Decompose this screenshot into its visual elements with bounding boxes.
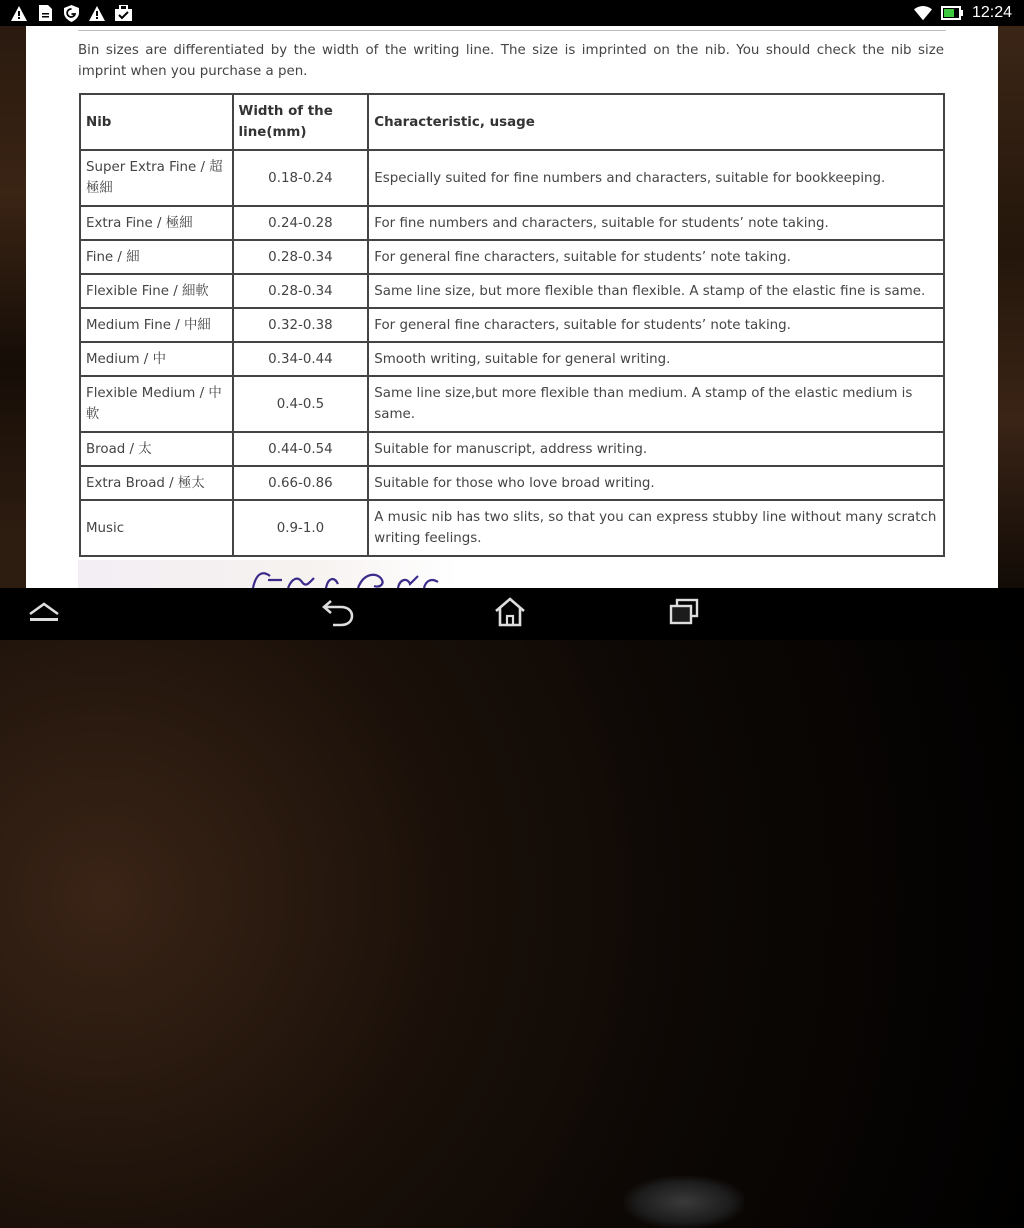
width-cell: 0.18-0.24 bbox=[233, 150, 369, 206]
recent-apps-icon bbox=[668, 598, 700, 630]
nib-cell: Fine / 細 bbox=[80, 240, 233, 274]
home-icon bbox=[493, 596, 527, 632]
home-button[interactable] bbox=[490, 596, 530, 632]
usage-cell: Especially suited for fine numbers and characters, suitable for bookkeeping. bbox=[368, 150, 944, 206]
wallpaper-right bbox=[998, 26, 1024, 588]
table-row bbox=[80, 500, 944, 556]
nib-cell: Broad / 太 bbox=[80, 432, 233, 466]
table-row bbox=[80, 376, 944, 432]
table-row bbox=[80, 342, 944, 376]
width-cell: 0.4-0.5 bbox=[233, 376, 369, 432]
system-indicators bbox=[914, 4, 1024, 22]
nib-cell: Flexible Fine / 細軟 bbox=[80, 274, 233, 308]
usage-cell: A music nib has two slits, so that you can express stubby line without many scratch writing feelings. bbox=[368, 500, 944, 556]
header-width: Width of the line(mm) bbox=[233, 94, 369, 150]
warning-icon bbox=[10, 4, 28, 22]
usage-cell: For general fine characters, suitable for students’ note taking. bbox=[368, 240, 944, 274]
width-cell: 0.66-0.86 bbox=[233, 466, 369, 500]
usage-cell: Suitable for those who love broad writing. bbox=[368, 466, 944, 500]
sd-card-icon bbox=[36, 4, 54, 22]
width-cell: 0.28-0.34 bbox=[233, 274, 369, 308]
shield-icon bbox=[62, 4, 80, 22]
status-bar bbox=[0, 0, 1024, 26]
nib-cell: Extra Broad / 極太 bbox=[80, 466, 233, 500]
back-icon bbox=[321, 597, 355, 631]
clock: 12:24 bbox=[971, 4, 1012, 21]
intro-paragraph: Bin sizes are differentiated by the width of the writing line. The size is imprinted on the nib. You should check the nib size imprint when you purchase a pen. bbox=[78, 43, 944, 79]
width-cell: 0.44-0.54 bbox=[233, 432, 369, 466]
usage-cell: Smooth writing, suitable for general writing. bbox=[368, 342, 944, 376]
nib-size-table bbox=[79, 93, 945, 557]
battery-icon bbox=[940, 4, 964, 22]
table-row bbox=[80, 466, 944, 500]
table-row bbox=[80, 150, 944, 206]
width-cell: 0.28-0.34 bbox=[233, 240, 369, 274]
width-cell: 0.34-0.44 bbox=[233, 342, 369, 376]
hide-keyboard-icon bbox=[27, 601, 61, 627]
warning-icon bbox=[88, 4, 106, 22]
wifi-icon bbox=[914, 4, 932, 22]
usage-cell: For fine numbers and characters, suitable for students’ note taking. bbox=[368, 206, 944, 240]
width-cell: 0.32-0.38 bbox=[233, 308, 369, 342]
table-row bbox=[80, 240, 944, 274]
recent-apps-button[interactable] bbox=[664, 596, 704, 632]
width-cell: 0.9-1.0 bbox=[233, 500, 369, 556]
usage-cell: For general fine characters, suitable for students’ note taking. bbox=[368, 308, 944, 342]
signature-image bbox=[78, 560, 458, 588]
usage-cell: Same line size,but more flexible than medium. A stamp of the elastic medium is same. bbox=[368, 376, 944, 432]
header-nib: Nib bbox=[80, 94, 233, 150]
nib-cell: Music bbox=[80, 500, 233, 556]
table-row bbox=[80, 206, 944, 240]
wallpaper-left bbox=[0, 26, 26, 588]
width-cell: 0.24-0.28 bbox=[233, 206, 369, 240]
hide-keyboard-button[interactable] bbox=[24, 596, 64, 632]
table-row bbox=[80, 432, 944, 466]
navigation-bar bbox=[0, 588, 1024, 640]
notification-icons bbox=[0, 4, 132, 22]
web-page-content[interactable] bbox=[26, 26, 998, 588]
usage-cell: Same line size, but more flexible than flexible. A stamp of the elastic fine is same. bbox=[368, 274, 944, 308]
nib-cell: Medium Fine / 中細 bbox=[80, 308, 233, 342]
nib-cell: Medium / 中 bbox=[80, 342, 233, 376]
usage-cell: Suitable for manuscript, address writing. bbox=[368, 432, 944, 466]
recent-apps-highlight bbox=[624, 1176, 744, 1228]
nib-cell: Extra Fine / 極細 bbox=[80, 206, 233, 240]
table-header-row bbox=[80, 94, 944, 150]
nib-cell: Flexible Medium / 中軟 bbox=[80, 376, 233, 432]
back-button[interactable] bbox=[318, 596, 358, 632]
table-row bbox=[80, 308, 944, 342]
divider bbox=[78, 30, 946, 31]
nib-cell: Super Extra Fine / 超極細 bbox=[80, 150, 233, 206]
briefcase-icon bbox=[114, 4, 132, 22]
table-row bbox=[80, 274, 944, 308]
header-usage: Characteristic, usage bbox=[368, 94, 944, 150]
